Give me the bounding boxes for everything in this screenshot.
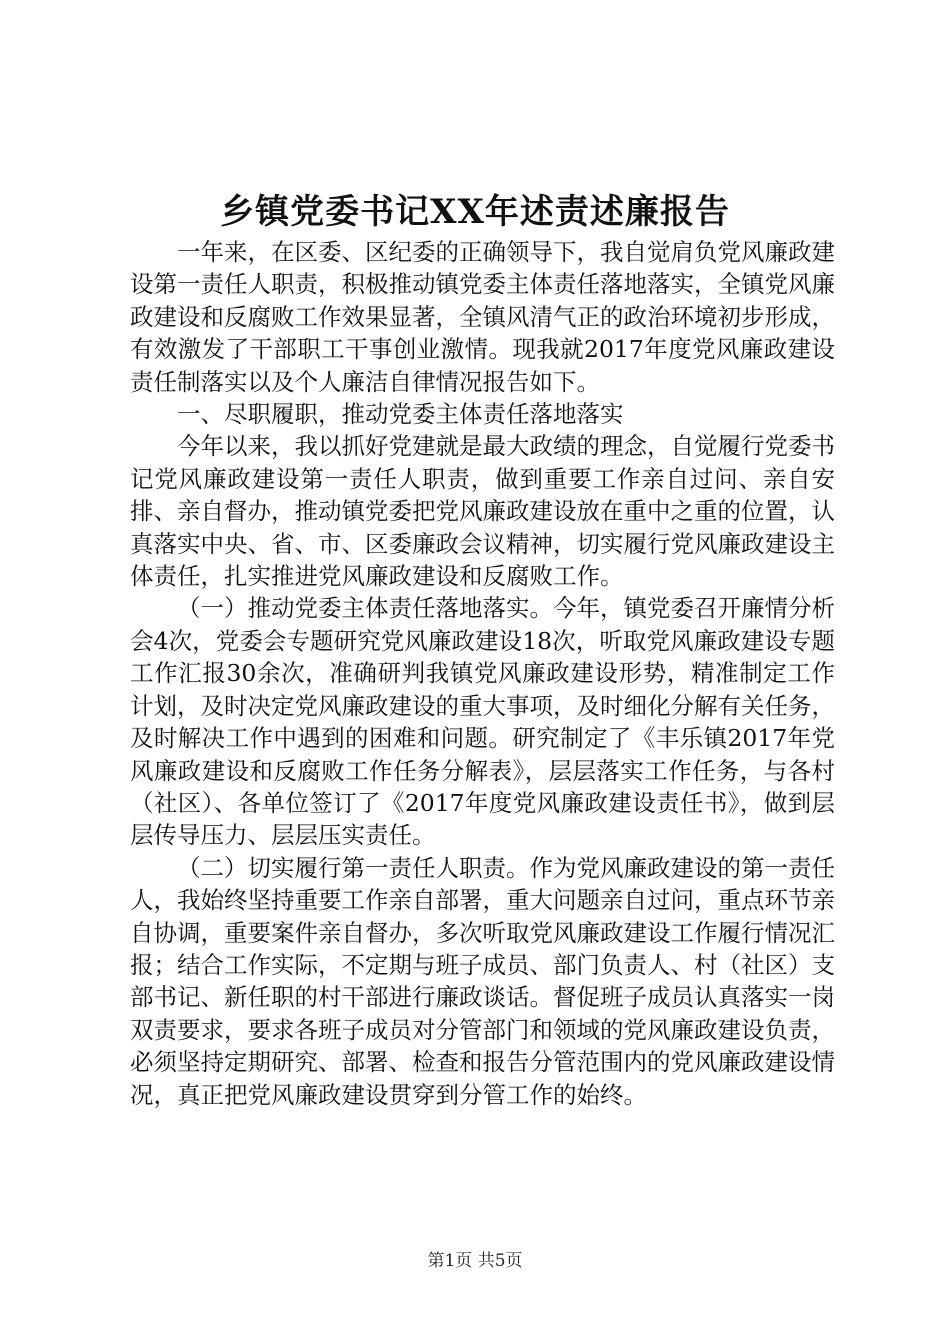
page-number-footer: 第1页 共5页	[427, 1251, 523, 1271]
document-body	[130, 236, 835, 1111]
section-heading-1: 一、尽职履职，推动党委主体责任落地落实	[177, 400, 624, 429]
document-title: 乡镇党委书记XX年述责述廉报告	[220, 192, 730, 232]
paragraph-subsection-2: （二）切实履行第一责任人职责。作为党风廉政建设的第一责任人，我始终坚持重要工作亲自部署，重大问题亲自过问，重点环节亲自协调，重要案件亲自督办，多次听取党风廉政建设工作履行情况汇报；结合工作实际，不定期与班子成员、部门负责人、村（社区）支部书记、新任职的村干部进行廉政谈话。督促班子成员认真落实一岗双责要求，要求各班子成员对分管部门和领域的党风廉政建设负责，必须坚持定期研究、部署、检查和报告分管范围内的党风廉政建设情况，真正把党风廉政建设贯穿到分管工作的始终。	[130, 853, 835, 1109]
paragraph-section-1: 今年以来，我以抓好党建就是最大政绩的理念，自觉履行党委书记党风廉政建设第一责任人职责，做到重要工作亲自过问、亲自安排、亲自督办，推动镇党委把党风廉政建设放在重中之重的位置，认真落实中央、省、市、区委廉政会议精神，切实履行党风廉政建设主体责任，扎实推进党风廉政建设和反腐败工作。	[130, 432, 835, 591]
paragraph-intro: 一年来，在区委、区纪委的正确领导下，我自觉肩负党风廉政建设第一责任人职责，积极推动镇党委主体责任落地落实，全镇党风廉政建设和反腐败工作效果显著，全镇风清气正的政治环境初步形成，有效激发了干部职工干事创业激情。现我就2017年度党风廉政建设责任制落实以及个人廉洁自律情况报告如下。	[130, 238, 835, 396]
paragraph-subsection-1: （一）推动党委主体责任落地落实。今年，镇党委召开廉情分析会4次，党委会专题研究党风廉政建设18次，听取党风廉政建设专题工作汇报30余次，准确研判我镇党风廉政建设形势，精准制定工作计划，及时决定党风廉政建设的重大事项，及时细化分解有关任务，及时解决工作中遇到的困难和问题。研究制定了《丰乐镇2017年党风廉政建设和反腐败工作任务分解表》，层层落实工作任务，与各村（社区）、各单位签订了《2017年度党风廉政建设责任书》，做到层层传导压力、层层压实责任。	[130, 594, 835, 850]
